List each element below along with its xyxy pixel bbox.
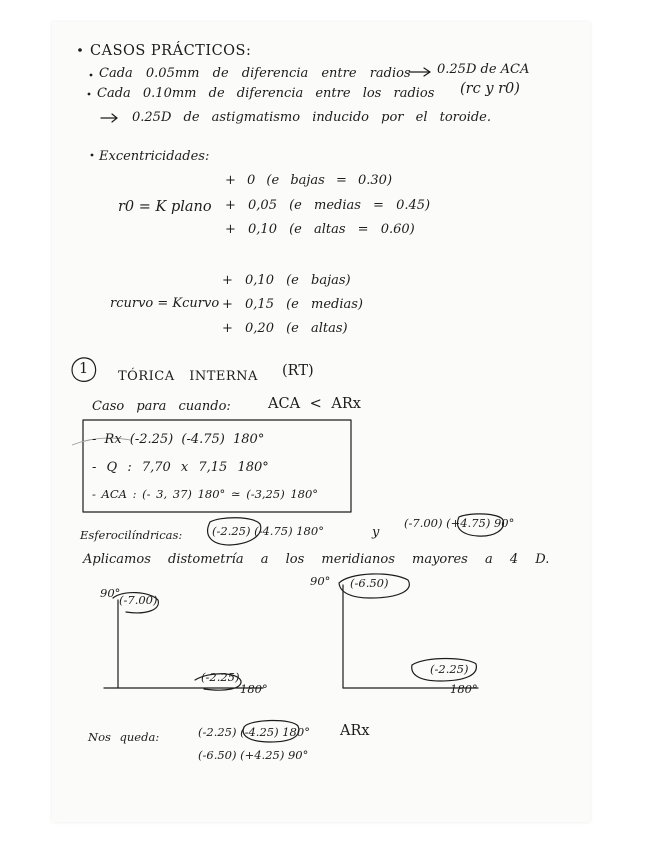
right-top-value: (-6.50) (350, 576, 389, 590)
line-1-text: Cada 0.05mm de diferencia entre radios (99, 66, 411, 81)
result-label: Nos queda: (88, 730, 160, 744)
rcurvo-label: rcurvo = Kcurvo (110, 296, 220, 311)
line-1-result: 0.25D de ACA (437, 62, 530, 77)
left-top-value: (-7.00) (119, 593, 158, 607)
rcurvo-row-high: + 0,20 (e altas) (222, 321, 348, 336)
bullet-heading (78, 48, 82, 52)
line-3-text: 0.25D de astigmatismo inducido por el toroide. (132, 110, 492, 125)
result-line-1: (-2.25) (-4.25) 180° (198, 725, 310, 739)
section-title: TÓRICA INTERNA (118, 369, 258, 384)
arrow-l3 (101, 114, 117, 122)
left-right-value: (-2.25) (201, 670, 240, 684)
box-q: - Q : 7,70 x 7,15 180° (92, 460, 269, 475)
rcurvo-row-low: + 0,10 (e bajas) (222, 273, 351, 288)
bullet-l2 (88, 93, 91, 96)
arrow-l1 (409, 68, 430, 76)
r0-label: r0 = K plano (118, 199, 212, 215)
bullet-exc (91, 154, 94, 157)
rcurvo-row-medium: + 0,15 (e medias) (222, 297, 363, 312)
spherocylindrical-label: Esferocilíndricas: (80, 528, 183, 542)
r0-row-low: + 0 (e bajas = 0.30) (225, 173, 393, 188)
spherocylindrical-a: (-2.25) (-4.75) 180° (212, 524, 324, 538)
bullet-l1 (90, 74, 93, 77)
right-right-value: (-2.25) (430, 662, 469, 676)
apply-distometry-text: Aplicamos distometría a los meridianos mayores a 4 D. (83, 552, 550, 567)
case-condition: ACA < ARx (268, 396, 361, 412)
result-line-2: (-6.50) (+4.25) 90° (198, 748, 309, 762)
result-arx: ARx (340, 723, 370, 739)
eccentricities-label: Excentricidades: (99, 149, 210, 164)
r0-row-high: + 0,10 (e altas = 0.60) (225, 222, 415, 237)
line-2-radii: (rc y r0) (460, 81, 520, 97)
right-axis-90: 90° (310, 574, 331, 588)
section-number: 1 (79, 361, 89, 377)
r0-row-medium: + 0,05 (e medias = 0.45) (225, 198, 431, 213)
spherocylindrical-and: y (372, 525, 380, 540)
spherocylindrical-b: (-7.00) (+4.75) 90° (404, 516, 515, 530)
box-rx: - Rx (-2.25) (-4.75) 180° (92, 432, 265, 447)
box-aca: - ACA : (- 3, 37) 180° ≃ (-3,25) 180° (92, 487, 319, 501)
right-axis-180: 180° (450, 682, 478, 696)
case-label: Caso para cuando: (92, 399, 231, 414)
page-heading: CASOS PRÁCTICOS: (90, 43, 252, 59)
line-2-text: Cada 0.10mm de diferencia entre los radios (97, 86, 435, 101)
section-abbr: (RT) (282, 363, 314, 379)
left-axis-90: 90° (100, 586, 121, 600)
left-axis-180: 180° (240, 682, 268, 696)
